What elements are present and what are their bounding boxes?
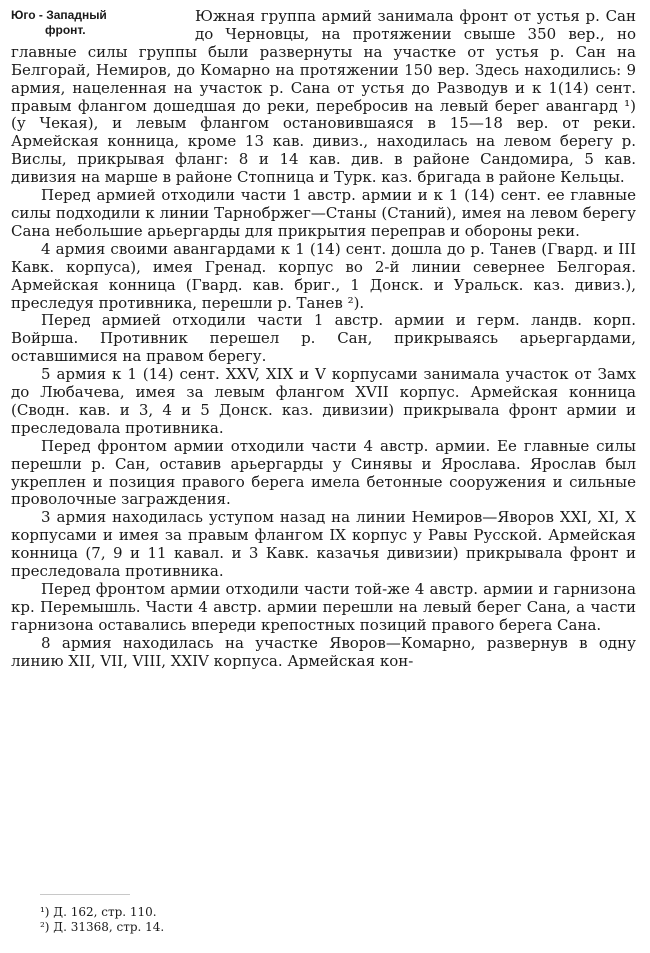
footnote-2: ²) Д. 31368, стр. 14. — [40, 920, 165, 934]
paragraph-7: 3 армия находилась уступом назад на линии Немиров—Яворов XXI, XI, X корпусами и имея за правым флангом IX корпус у Равы Русской. Армейская конница (7, 9 и 11 кавал. и 3 Кавк. казачья дивизии) прикрывала фронт и преследовала противника. — [11, 508, 636, 581]
footnotes — [40, 905, 164, 935]
paragraph-4: Перед армией отходили части 1 австр. армии и герм. ландв. корп. Войрша. Противник перешел р. Сан, прикрываясь арьергардами, оставшимися на правом берегу. — [11, 311, 636, 366]
footnote-separator — [40, 894, 130, 895]
footnote-1: ¹) Д. 162, стр. 110. — [40, 905, 157, 919]
side-heading — [11, 8, 189, 38]
paragraph-1: Южная группа армий занимала фронт от устья р. Сан до Черновцы, на протяжении свыше 350 вер., но главные силы группы были развернуты на участке от устья р. Сан на Белгорай, Немиров, до Комарно на протяжении 150 вер. Здесь находились: 9 армия, нацеленная на участок р. Сана от устья до Разводув и к 1(14) сент. правым флангом дошедшая до реки, перебросив на левый берег авангард ¹) (у Чекая), и левым флангом остановившаяся в 15—18 вер. от реки. Армейская конница, кроме 13 кав. дивиз., находилась на левом берегу р. Вислы, прикрывая фланг: 8 и 14 кав. див. в районе Сандомира, 5 кав. дивизия на марше в районе Стопница и Турк. каз. бригада в районе Кельцы. — [11, 7, 636, 187]
paragraph-6: Перед фронтом армии отходили части 4 австр. армии. Ее главные силы перешли р. Сан, оставив арьергарды у Синявы и Ярослава. Ярослав был укреплен и позиция правого берега имела бетонные сооружения и сильные проволочные заграждения. — [11, 436, 636, 509]
body-text — [11, 8, 636, 671]
paragraph-9: 8 армия находилась на участке Яворов—Комарно, развернув в одну линию XII, VII, VIII, XXIV корпуса. Армейская кон- — [11, 633, 636, 670]
side-heading-line-1: Юго - Западный — [11, 8, 107, 22]
side-heading-line-2: фронт. — [45, 23, 86, 37]
paragraph-5: 5 армия к 1 (14) сент. XXV, XIX и V корпусами занимала участок от Замх до Любачева, имея за левым флангом XVII корпус. Армейская конница (Сводн. кав. и 3, 4 и 5 Донск. каз. дивизии) прикрывала фронт армии и преследовала противника. — [11, 365, 636, 437]
paragraph-3: 4 армия своими авангардами к 1 (14) сент. дошла до р. Танев (Гвард. и III Кавк. корпуса), имея Гренад. корпус во 2-й линии севернее Белгорая. Армейская конница (Гвард. кав. бриг., 1 Донск. и Уральск. каз. дивиз.), преследуя противника, перешли р. Танев ²). — [11, 239, 636, 312]
paragraph-8: Перед фронтом армии отходили части той-же 4 австр. армии и гарнизона кр. Перемышль. Части 4 австр. армии перешли на левый берег Сана, а части гарнизона оставались впереди крепостных позиций правого берега Сана. — [11, 580, 636, 634]
paragraph-2: Перед армией отходили части 1 австр. армии и к 1 (14) сент. ее главные силы подходили к линии Тарнобржег—Станы (Станий), имея на левом берегу Сана небольшие арьергарды для прикрытия переправ и обороны реки. — [11, 186, 636, 240]
